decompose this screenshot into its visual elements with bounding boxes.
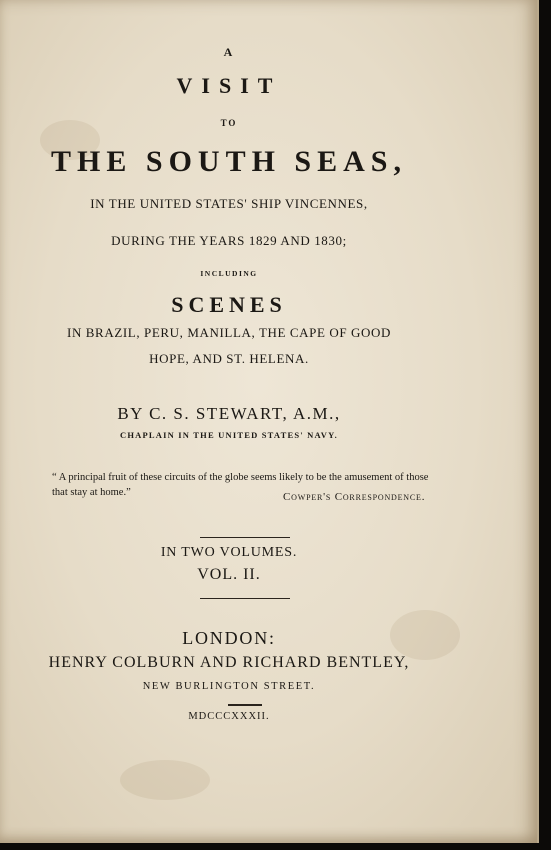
epigraph-quote: “ A principal fruit of these circuits of the globe seems likely to be the amusement of those that stay at home.” xyxy=(52,472,429,498)
author-line: BY C. S. STEWART, A.M., xyxy=(117,404,341,423)
volume-number: VOL. II. xyxy=(197,566,261,583)
title-visit: VISIT xyxy=(176,73,282,98)
imprint-street: NEW BURLINGTON STREET. xyxy=(142,681,316,692)
divider-rule xyxy=(200,598,290,599)
epigraph-source: Cowper's Correspondence. xyxy=(283,491,426,503)
places-line-2: HOPE, AND ST. HELENA. xyxy=(149,351,309,366)
including-label: INCLUDING xyxy=(200,269,258,278)
main-title: THE SOUTH SEAS, xyxy=(51,145,407,178)
paper-stain xyxy=(120,760,210,800)
title-to: TO xyxy=(220,118,238,128)
author-title: CHAPLAIN IN THE UNITED STATES' NAVY. xyxy=(120,430,338,440)
imprint-publisher: HENRY COLBURN AND RICHARD BENTLEY, xyxy=(48,654,410,671)
imprint-city: LONDON: xyxy=(182,628,276,648)
volumes-count: IN TWO VOLUMES. xyxy=(160,545,298,560)
imprint-date: MDCCCXXXII. xyxy=(188,711,270,722)
divider-rule-short xyxy=(228,704,262,706)
places-line-1: IN BRAZIL, PERU, MANILLA, THE CAPE OF GOOD xyxy=(67,325,391,340)
divider-rule xyxy=(200,537,290,538)
scenes-heading: SCENES xyxy=(171,292,287,317)
subtitle-years: DURING THE YEARS 1829 AND 1830; xyxy=(111,233,347,248)
title-article: A xyxy=(223,45,235,59)
subtitle-ship: IN THE UNITED STATES' SHIP VINCENNES, xyxy=(90,196,368,211)
